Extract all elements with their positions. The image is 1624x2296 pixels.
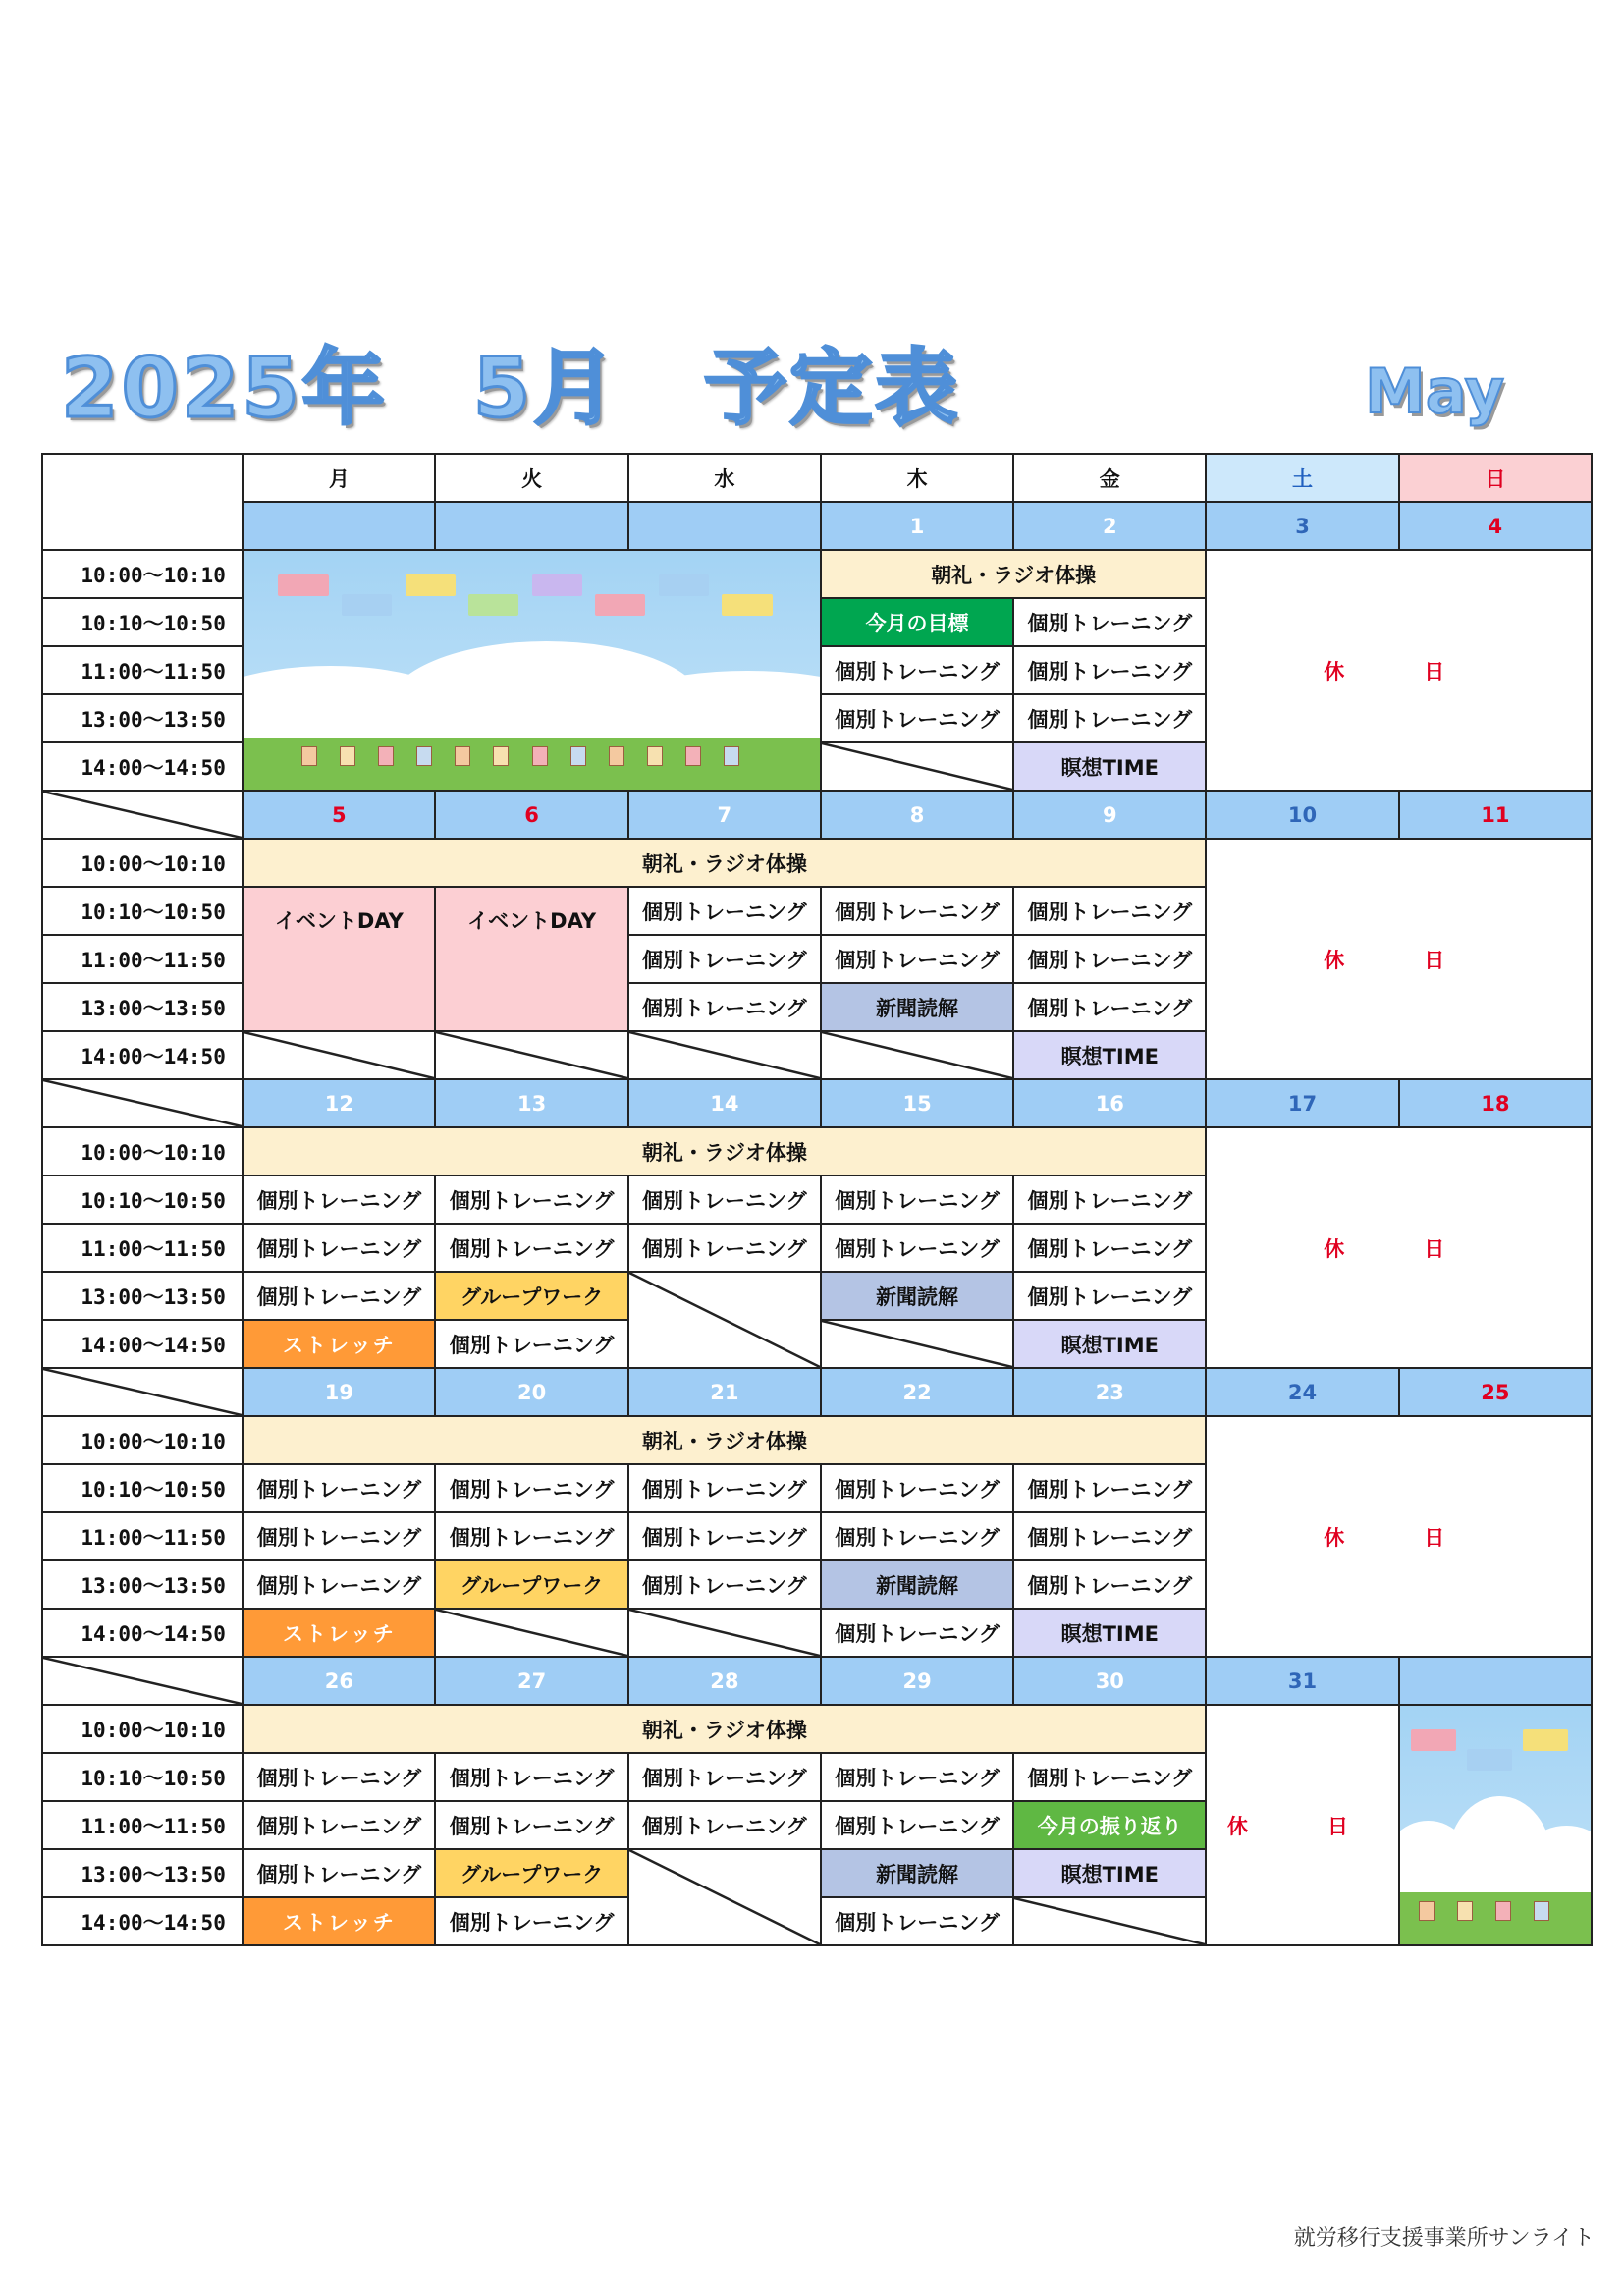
individual-training: 個別トレーニング xyxy=(628,1801,821,1849)
koinobori-flag xyxy=(722,594,772,616)
time-slot: 14:00〜14:50 xyxy=(42,1031,243,1079)
koinobori-flag xyxy=(595,594,645,616)
date-cell: 4 xyxy=(1399,502,1592,550)
corner-cell xyxy=(42,454,243,550)
date-cell: 27 xyxy=(435,1657,627,1705)
individual-training: 個別トレーニング xyxy=(435,1464,627,1512)
date-cell: 7 xyxy=(628,791,821,839)
date-cell: 15 xyxy=(821,1079,1013,1127)
individual-training: 個別トレーニング xyxy=(435,1753,627,1801)
group-work: グループワーク xyxy=(435,1272,627,1320)
empty-slot xyxy=(42,1079,243,1127)
date-cell: 18 xyxy=(1399,1079,1592,1127)
footer-organization: 就労移行支援事業所サンライト xyxy=(1293,2226,1595,2251)
date-cell xyxy=(1399,1657,1592,1705)
meditation-time: 瞑想TIME xyxy=(1013,1849,1206,1897)
date-cell: 2 xyxy=(1013,502,1206,550)
group-work: グループワーク xyxy=(435,1849,627,1897)
time-slot: 11:00〜11:50 xyxy=(42,1224,243,1272)
koinobori-flag xyxy=(278,574,328,596)
individual-training: 個別トレーニング xyxy=(821,1464,1013,1512)
individual-training: 個別トレーニング xyxy=(435,1175,627,1224)
house-shape xyxy=(685,746,701,766)
holiday-label: 休 日 xyxy=(1206,1127,1592,1368)
newspaper-reading: 新聞読解 xyxy=(821,1560,1013,1609)
individual-training: 個別トレーニング xyxy=(243,1560,435,1609)
morning-assembly: 朝礼・ラジオ体操 xyxy=(821,550,1206,598)
house-shape xyxy=(416,746,432,766)
date-row xyxy=(42,1079,1592,1127)
empty-slot xyxy=(1013,1897,1206,1945)
date-cell: 6 xyxy=(435,791,627,839)
house-shape xyxy=(1419,1901,1435,1921)
koinobori-flag xyxy=(342,594,392,616)
individual-training: 個別トレーニング xyxy=(821,1224,1013,1272)
individual-training: 個別トレーニング xyxy=(243,1175,435,1224)
morning-assembly: 朝礼・ラジオ体操 xyxy=(243,1705,1206,1753)
individual-training: 個別トレーニング xyxy=(821,1609,1013,1657)
individual-training: 個別トレーニング xyxy=(821,646,1013,694)
date-cell: 5 xyxy=(243,791,435,839)
date-cell: 14 xyxy=(628,1079,821,1127)
time-row xyxy=(42,550,1592,598)
empty-slot xyxy=(435,1031,627,1079)
time-slot: 13:00〜13:50 xyxy=(42,1272,243,1320)
individual-training: 個別トレーニング xyxy=(821,1897,1013,1945)
weekday-header-row xyxy=(42,454,1592,502)
individual-training: 個別トレーニング xyxy=(1013,1753,1206,1801)
time-slot: 10:10〜10:50 xyxy=(42,1175,243,1224)
individual-training: 個別トレーニング xyxy=(1013,694,1206,742)
individual-training: 個別トレーニング xyxy=(243,1849,435,1897)
time-slot: 11:00〜11:50 xyxy=(42,1512,243,1560)
house-shape xyxy=(532,746,548,766)
weekday-fri: 金 xyxy=(1013,454,1206,502)
date-cell: 28 xyxy=(628,1657,821,1705)
date-cell: 29 xyxy=(821,1657,1013,1705)
date-cell: 21 xyxy=(628,1368,821,1416)
date-cell: 17 xyxy=(1206,1079,1398,1127)
date-cell xyxy=(628,502,821,550)
individual-training: 個別トレーニング xyxy=(435,1512,627,1560)
house-shape xyxy=(1495,1901,1511,1921)
holiday-label: 休 日 xyxy=(1206,550,1592,791)
empty-slot xyxy=(821,742,1013,791)
individual-training: 個別トレーニング xyxy=(435,1320,627,1368)
empty-slot xyxy=(628,1031,821,1079)
koinobori-flag xyxy=(406,574,456,596)
house-shape xyxy=(647,746,663,766)
date-cell: 25 xyxy=(1399,1368,1592,1416)
newspaper-reading: 新聞読解 xyxy=(821,1849,1013,1897)
time-slot: 10:00〜10:10 xyxy=(42,1127,243,1175)
holiday-label: 休 日 xyxy=(1206,839,1592,1079)
time-row xyxy=(42,1416,1592,1464)
house-shape xyxy=(570,746,586,766)
house-shape xyxy=(493,746,509,766)
event-day: イベントDAY xyxy=(435,887,627,1031)
individual-training: 個別トレーニング xyxy=(1013,1464,1206,1512)
individual-training: 個別トレーニング xyxy=(243,1801,435,1849)
individual-training: 個別トレーニング xyxy=(821,935,1013,983)
house-shape xyxy=(609,746,624,766)
individual-training: 個別トレーニング xyxy=(1013,887,1206,935)
individual-training: 個別トレーニング xyxy=(243,1224,435,1272)
weekday-mon: 月 xyxy=(243,454,435,502)
time-slot: 10:10〜10:50 xyxy=(42,887,243,935)
time-slot: 11:00〜11:50 xyxy=(42,1801,243,1849)
morning-assembly: 朝礼・ラジオ体操 xyxy=(243,1416,1206,1464)
stretch: ストレッチ xyxy=(243,1609,435,1657)
time-slot: 13:00〜13:50 xyxy=(42,983,243,1031)
monthly-review: 今月の振り返り xyxy=(1013,1801,1206,1849)
house-shape xyxy=(340,746,355,766)
individual-training: 個別トレーニング xyxy=(243,1753,435,1801)
individual-training: 個別トレーニング xyxy=(628,1464,821,1512)
individual-training: 個別トレーニング xyxy=(628,1560,821,1609)
morning-assembly: 朝礼・ラジオ体操 xyxy=(243,839,1206,887)
individual-training: 個別トレーニング xyxy=(1013,1512,1206,1560)
date-cell: 9 xyxy=(1013,791,1206,839)
individual-training: 個別トレーニング xyxy=(1013,983,1206,1031)
individual-training: 個別トレーニング xyxy=(821,1753,1013,1801)
monthly-goal: 今月の目標 xyxy=(821,598,1013,646)
time-slot: 10:00〜10:10 xyxy=(42,1416,243,1464)
weekday-wed: 水 xyxy=(628,454,821,502)
individual-training: 個別トレーニング xyxy=(821,887,1013,935)
house-shape xyxy=(724,746,739,766)
empty-slot xyxy=(435,1609,627,1657)
time-slot: 14:00〜14:50 xyxy=(42,742,243,791)
date-cell: 23 xyxy=(1013,1368,1206,1416)
date-cell: 12 xyxy=(243,1079,435,1127)
morning-assembly: 朝礼・ラジオ体操 xyxy=(243,1127,1206,1175)
individual-training: 個別トレーニング xyxy=(628,983,821,1031)
time-slot: 10:10〜10:50 xyxy=(42,1753,243,1801)
meditation-time: 瞑想TIME xyxy=(1013,1320,1206,1368)
time-slot: 13:00〜13:50 xyxy=(42,1560,243,1609)
date-cell: 30 xyxy=(1013,1657,1206,1705)
individual-training: 個別トレーニング xyxy=(628,1512,821,1560)
group-work: グループワーク xyxy=(435,1560,627,1609)
date-cell: 31 xyxy=(1206,1657,1398,1705)
date-cell: 11 xyxy=(1399,791,1592,839)
schedule-table xyxy=(41,453,1593,1946)
koinobori-flag xyxy=(1523,1729,1567,1751)
individual-training: 個別トレーニング xyxy=(628,1224,821,1272)
time-row xyxy=(42,1705,1592,1753)
date-cell: 19 xyxy=(243,1368,435,1416)
date-cell xyxy=(435,502,627,550)
page-title: 2025年 5月 予定表 xyxy=(61,340,961,436)
date-cell: 24 xyxy=(1206,1368,1398,1416)
meditation-time: 瞑想TIME xyxy=(1013,1031,1206,1079)
empty-slot xyxy=(628,1849,821,1945)
time-slot: 13:00〜13:50 xyxy=(42,1849,243,1897)
meditation-time: 瞑想TIME xyxy=(1013,1609,1206,1657)
date-cell: 10 xyxy=(1206,791,1398,839)
individual-training: 個別トレーニング xyxy=(1013,1224,1206,1272)
empty-slot xyxy=(42,1657,243,1705)
koinobori-flag xyxy=(659,574,709,596)
date-row xyxy=(42,1368,1592,1416)
month-subtitle: May xyxy=(1365,355,1505,427)
individual-training: 個別トレーニング xyxy=(243,1464,435,1512)
date-cell: 1 xyxy=(821,502,1013,550)
time-slot: 10:00〜10:10 xyxy=(42,1705,243,1753)
meditation-time: 瞑想TIME xyxy=(1013,742,1206,791)
individual-training: 個別トレーニング xyxy=(435,1897,627,1945)
time-slot: 14:00〜14:50 xyxy=(42,1320,243,1368)
individual-training: 個別トレーニング xyxy=(243,1272,435,1320)
time-row xyxy=(42,1127,1592,1175)
date-cell: 8 xyxy=(821,791,1013,839)
individual-training: 個別トレーニング xyxy=(1013,646,1206,694)
date-cell: 3 xyxy=(1206,502,1398,550)
house-shape xyxy=(378,746,394,766)
empty-slot xyxy=(628,1272,821,1368)
stretch: ストレッチ xyxy=(243,1320,435,1368)
newspaper-reading: 新聞読解 xyxy=(821,1272,1013,1320)
individual-training: 個別トレーニング xyxy=(628,887,821,935)
empty-slot xyxy=(821,1320,1013,1368)
house-shape xyxy=(455,746,470,766)
event-day: イベントDAY xyxy=(243,887,435,1031)
individual-training: 個別トレーニング xyxy=(435,1801,627,1849)
newspaper-reading: 新聞読解 xyxy=(821,983,1013,1031)
empty-slot xyxy=(628,1609,821,1657)
individual-training: 個別トレーニング xyxy=(1013,1560,1206,1609)
koinobori-flag xyxy=(532,574,582,596)
koinobori-flag xyxy=(1411,1729,1455,1751)
date-row xyxy=(42,791,1592,839)
individual-training: 個別トレーニング xyxy=(1013,1175,1206,1224)
time-slot: 14:00〜14:50 xyxy=(42,1897,243,1945)
time-slot: 11:00〜11:50 xyxy=(42,935,243,983)
time-row xyxy=(42,839,1592,887)
empty-slot xyxy=(42,1368,243,1416)
date-cell xyxy=(243,502,435,550)
date-cell: 16 xyxy=(1013,1079,1206,1127)
house-shape xyxy=(1534,1901,1549,1921)
koinobori-flag xyxy=(468,594,518,616)
empty-slot xyxy=(821,1031,1013,1079)
koinobori-flag xyxy=(1467,1749,1511,1771)
time-slot: 10:00〜10:10 xyxy=(42,550,243,598)
individual-training: 個別トレーニング xyxy=(628,1753,821,1801)
time-slot: 14:00〜14:50 xyxy=(42,1609,243,1657)
time-slot: 11:00〜11:50 xyxy=(42,646,243,694)
time-slot: 10:10〜10:50 xyxy=(42,1464,243,1512)
weekday-tue: 火 xyxy=(435,454,627,502)
holiday-label: 休 日 xyxy=(1206,1416,1592,1657)
date-cell: 22 xyxy=(821,1368,1013,1416)
individual-training: 個別トレーニング xyxy=(243,1512,435,1560)
house-shape xyxy=(301,746,317,766)
empty-slot xyxy=(42,791,243,839)
koinobori-scene-image xyxy=(243,550,821,791)
individual-training: 個別トレーニング xyxy=(821,694,1013,742)
date-cell: 13 xyxy=(435,1079,627,1127)
individual-training: 個別トレーニング xyxy=(821,1175,1013,1224)
individual-training: 個別トレーニング xyxy=(628,1175,821,1224)
holiday-label: 休 日 xyxy=(1206,1705,1398,1945)
time-slot: 10:00〜10:10 xyxy=(42,839,243,887)
individual-training: 個別トレーニング xyxy=(435,1224,627,1272)
empty-slot xyxy=(243,1031,435,1079)
date-row xyxy=(42,502,1592,550)
individual-training: 個別トレーニング xyxy=(821,1512,1013,1560)
individual-training: 個別トレーニング xyxy=(628,935,821,983)
house-shape xyxy=(1457,1901,1473,1921)
date-row xyxy=(42,1657,1592,1705)
date-cell: 26 xyxy=(243,1657,435,1705)
time-slot: 13:00〜13:50 xyxy=(42,694,243,742)
weekday-sat: 土 xyxy=(1206,454,1398,502)
weekday-thu: 木 xyxy=(821,454,1013,502)
weekday-sun: 日 xyxy=(1399,454,1592,502)
individual-training: 個別トレーニング xyxy=(1013,1272,1206,1320)
individual-training: 個別トレーニング xyxy=(1013,935,1206,983)
time-slot: 10:10〜10:50 xyxy=(42,598,243,646)
date-cell: 20 xyxy=(435,1368,627,1416)
individual-training: 個別トレーニング xyxy=(1013,598,1206,646)
stretch: ストレッチ xyxy=(243,1897,435,1945)
koinobori-scene-image xyxy=(1399,1705,1592,1945)
individual-training: 個別トレーニング xyxy=(821,1801,1013,1849)
